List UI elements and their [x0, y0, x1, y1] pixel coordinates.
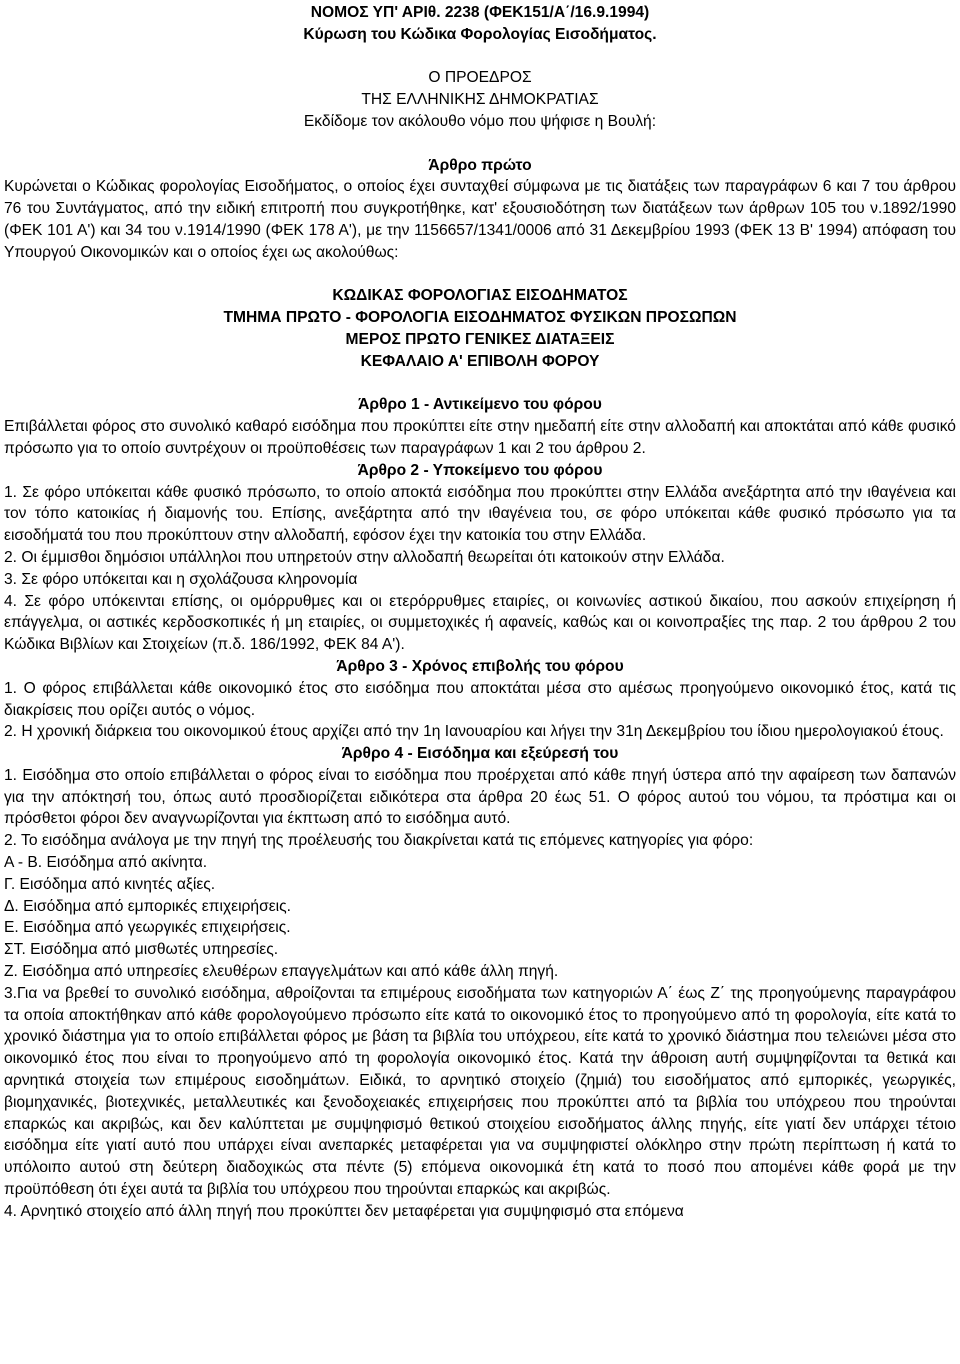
- preamble-promulgation: Εκδίδομε τον ακόλουθο νόμο που ψήφισε η Βουλή:: [303, 112, 657, 130]
- article-4-paragraph-2: 2. Το εισόδημα ανάλογα με την πηγή της προέλευσής του διακρίνεται κατά τις επόμενες κατηγορίες για φόρο:: [4, 832, 754, 850]
- article-1-heading: Άρθρο 1 - Αντικείμενο του φόρου: [358, 396, 602, 414]
- income-category-z: Ζ. Εισόδημα από υπηρεσίες ελευθέρων επαγγελμάτων και από κάθε άλλη πηγή.: [4, 963, 559, 981]
- article-2-paragraph-1: 1. Σε φόρο υπόκειται κάθε φυσικό πρόσωπο, το οποίο αποκτά εισόδημα που προκύπτει στην Ελλάδα ανεξάρτητα από την ιθαγένεια και τον τόπο κατοικίας ή διαμονής του. Επίσης, ανεξάρτητα από την ιθαγένεια του, σε φόρο υπόκειται κάθε φυσικό πρόσωπο για τα εισοδήματά του που προκύπτουν στην αλλοδαπή, εφόσον έχει την κατοικία του στην Ελλάδα.: [4, 483, 956, 545]
- preamble-republic: ΤΗΣ ΕΛΛΗΝΙΚΗΣ ΔΗΜΟΚΡΑΤΙΑΣ: [361, 91, 599, 109]
- spacer: [4, 373, 956, 395]
- spacer: [4, 264, 956, 286]
- law-subtitle: Κύρωση του Κώδικα Φορολογίας Εισοδήματος.: [303, 25, 657, 43]
- spacer: [4, 133, 956, 155]
- article-1-body: Επιβάλλεται φόρος στο συνολικό καθαρό εισόδημα που προκύπτει είτε στην ημεδαπή είτε στην αλλοδαπή και αποκτάται από κάθε φυσικό πρόσωπο για το οποίο συντρέχουν οι προϋποθέσεις των παραγράφων 1 και 2 του άρθρου 2.: [4, 418, 956, 457]
- article-first-body: Κυρώνεται ο Κώδικας φορολογίας Εισοδήματος, ο οποίος έχει συνταχθεί σύμφωνα με τις διατάξεις των παραγράφων 6 και 7 του άρθρου 76 του Συντάγματος, από την ειδική επιτροπή που συγκροτήθηκε, κατ' εξουσιοδότηση των διατάξεων των άρθρων 105 του ν.1892/1990 (ΦΕΚ 101 Α') και 34 του ν.1914/1990 (ΦΕΚ 178 Α'), με την 1156657/1341/0006 από 31 Δεκεμβρίου 1993 (ΦΕΚ 13 Β' 1994) απόφαση του Υπουργού Οικονομικών και ο οποίος έχει ως ακολούθως:: [4, 178, 956, 261]
- income-category-e: Ε. Εισόδημα από γεωργικές επιχειρήσεις.: [4, 919, 291, 937]
- section-title: ΤΜΗΜΑ ΠΡΩΤΟ - ΦΟΡΟΛΟΓΙΑ ΕΙΣΟΔΗΜΑΤΟΣ ΦΥΣΙΚΩΝ ΠΡΟΣΩΠΩΝ: [223, 309, 737, 327]
- article-3-heading: Άρθρο 3 - Χρόνος επιβολής του φόρου: [336, 657, 624, 675]
- article-2-paragraph-4: 4. Σε φόρο υπόκεινται επίσης, οι ομόρρυθμες και οι ετερόρρυθμες εταιρίες, οι κοινωνίες αστικού δικαίου, που ασκούν επιχείρηση ή επάγγελμα, οι αστικές κερδοσκοπικές ή μη εταιρίες, οι συμμετοχικές ή αφανείς, καθώς και οι κοινοπραξίες της παρ. 2 του άρθρου 2 του Κώδικα Βιβλίων και Στοιχείων (π.δ. 186/1992, ΦΕΚ 84 Α').: [4, 592, 956, 654]
- article-2-paragraph-3: 3. Σε φόρο υπόκειται και η σχολάζουσα κληρονομία: [4, 570, 358, 588]
- article-4-heading: Άρθρο 4 - Εισόδημα και εξεύρεσή του: [341, 745, 619, 763]
- spacer: [4, 46, 956, 68]
- preamble-president: Ο ΠΡΟΕΔΡΟΣ: [428, 69, 532, 87]
- code-title: ΚΩΔΙΚΑΣ ΦΟΡΟΛΟΓΙΑΣ ΕΙΣΟΔΗΜΑΤΟΣ: [332, 287, 628, 305]
- income-category-c: Γ. Εισόδημα από κινητές αξίες.: [4, 875, 216, 893]
- article-4-paragraph-1: 1. Εισόδημα στο οποίο επιβάλλεται ο φόρος είναι το εισόδημα που προέρχεται από κάθε πηγή ύστερα από την αφαίρεση των δαπανών για την απόκτησή του, όπως αυτό προσδιορίζεται ειδικότερα στα άρθρα 20 έως 51. Ο φόρος αυτού του νόμου, τα πρόστιμα και οι πρόσθετοι φόροι δεν αναγνωρίζονται για έκπτωση από το εισόδημα αυτό.: [4, 766, 956, 828]
- article-3-paragraph-1: 1. Ο φόρος επιβάλλεται κάθε οικονομικό έτος στο εισόδημα που αποκτάται μέσα στο αμέσως προηγούμενο οικονομικό έτος, κατά τις διακρίσεις που ορίζει αυτός ο νόμος.: [4, 679, 956, 719]
- article-3-paragraph-2: 2. Η χρονική διάρκεια του οικονομικού έτους αρχίζει από την 1η Ιανουαρίου και λήγει την 31η Δεκεμβρίου του ίδιου ημερολογιακού έτους.: [4, 723, 944, 741]
- law-title: ΝΟΜΟΣ ΥΠ' ΑΡΙθ. 2238 (ΦΕΚ151/Α΄/16.9.1994): [310, 4, 650, 21]
- article-4-paragraph-3: 3.Για να βρεθεί το συνολικό εισόδημα, αθροίζονται τα επιμέρους εισοδήματα των κατηγοριών Α΄ έως Ζ΄ της προηγούμενης παραγράφου τα οποία αποκτήθηκαν από κάθε φορολογούμενο πρόσωπο είτε κατά το οικονομικό έτος το προηγούμενο από τη φορολογία, είτε κατά το χρονικό διάστημα για το οποίο επιβάλλεται φόρος με βάση τα βιβλία του υπόχρεου, είτε κατά το χρονικό διάστημα που τελειώνει μέσα στο οικονομικό έτος που είναι το προηγούμενο από τη φορολογία οικονομικό έτος. Κατά την άθροιση αυτή συμψηφίζονται τα θετικά και αρνητικά στοιχεία των επιμέρους εισοδημάτων. Ειδικά, το αρνητικό στοιχείο (ζημιά) του εισοδήματος από εμπορικές, γεωργικές, βιομηχανικές, βιοτεχνικές, μεταλλευτικές και ξενοδοχειακές επιχειρήσεις που προκύπτει από τα βιβλία του υπόχρεου που τηρούνται επαρκώς και ακριβώς, και δεν καλύπτεται με συμψηφισμό θετικού στοιχείου εισοδήματος άλλης πηγής, είτε γιατί δεν υπάρχει τέτοιο εισόδημα είτε γιατί αυτό που υπάρχει είναι ανεπαρκές μεταφέρεται για να συμψηφιστεί ολόκληρο στην πρώτη περίπτωση ή κατά το υπόλοιπο αυτού στη δεύτερη διαδοχικώς στα πέντε (5) επόμενα οικονομικά έτη κατά το ποσό που απομένει κάθε φορά με την προϋπόθεση ότι έχει αυτά τα βιβλία του υπόχρεου που τηρούνται επαρκώς και ακριβώς.: [4, 984, 956, 1199]
- part-title: ΜΕΡΟΣ ΠΡΩΤΟ ΓΕΝΙΚΕΣ ΔΙΑΤΑΞΕΙΣ: [345, 330, 615, 348]
- article-first-heading: Άρθρο πρώτο: [428, 156, 532, 174]
- article-2-paragraph-2: 2. Οι έμμισθοι δημόσιοι υπάλληλοι που υπηρετούν στην αλλοδαπή θεωρείται ότι κατοικούν στην Ελλάδα.: [4, 548, 725, 566]
- income-category-ab: Α - Β. Εισόδημα από ακίνητα.: [4, 854, 208, 872]
- chapter-title: ΚΕΦΑΛΑΙΟ Α' ΕΠΙΒΟΛΗ ΦΟΡΟΥ: [360, 352, 600, 370]
- income-category-d: Δ. Εισόδημα από εμπορικές επιχειρήσεις.: [4, 897, 291, 915]
- document-page: [4, 2, 956, 1223]
- article-4-paragraph-4: 4. Αρνητικό στοιχείο από άλλη πηγή που προκύπτει δεν μεταφέρεται για συμψηφισμό στα επόμενα: [4, 1202, 684, 1220]
- income-category-st: ΣΤ. Εισόδημα από μισθωτές υπηρεσίες.: [4, 941, 279, 959]
- article-2-heading: Άρθρο 2 - Υποκείμενο του φόρου: [357, 461, 603, 479]
